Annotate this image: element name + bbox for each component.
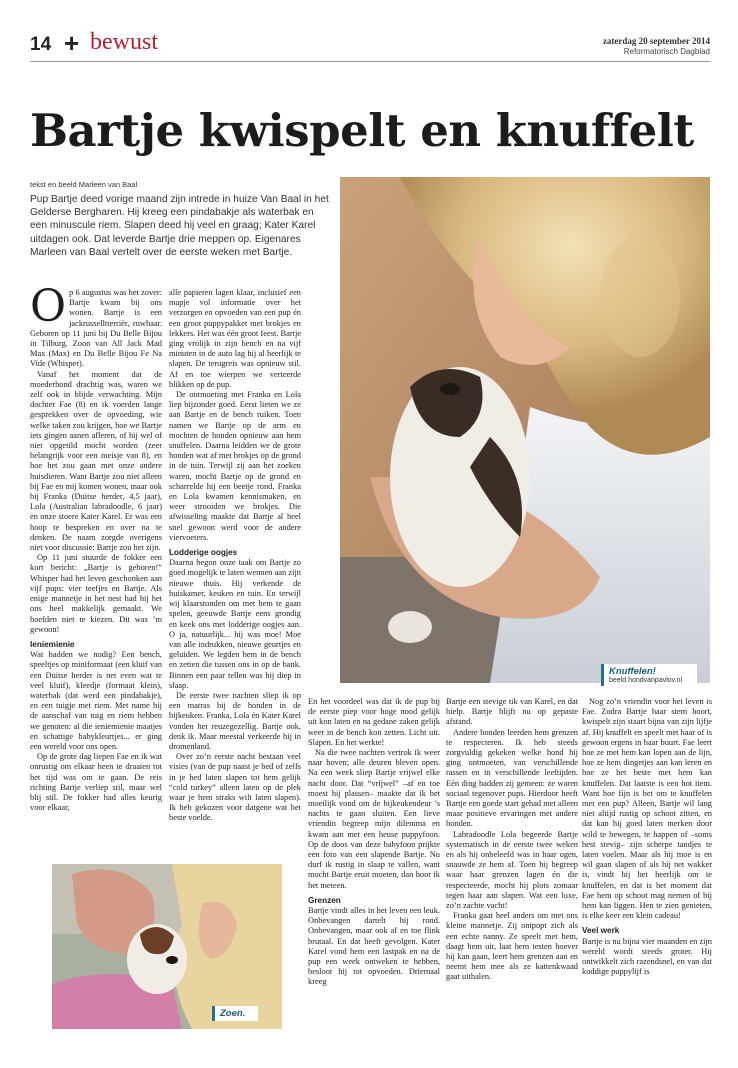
main-caption-title: Knuffelen! <box>609 666 656 677</box>
paragraph: De eerste twee nachten sliep ik op een matras bij de honden in de bijkeuken. Franka, Lola én Kater Karel vonden het reuzegezellig. Bartje ook, denk ik. Maar meestal verkeerde hij in dromenland. <box>169 690 301 751</box>
header-divider <box>30 61 710 62</box>
paragraph: Vanaf het moment dat de moederhond drachtig was, waren we zelf ook in blijde verwachting. Mijn dochter Fae (8) en ik voerden lange gesprekken over de opvoeding, wie welke taken zou krijgen, hoe we Bartje iets gingen aanen afleren, of hij wel of niet opgetild mocht worden (zeer belangrijk voor een meisje van 8), en hoe het zou gaan met onze andere huisdieren. Want Bartje zou niet alleen bij Fae en mij komen wonen, maar ook bij Franka (Duitse herder, 4,5 jaar), Lola (Australian labradoodle, 6 jaar) en onze stoere Kater Karel. Er was een hoop te bespreken en over na te denken. De naam zorgde overigens niet voor discussie: Bartje zou het zijn. <box>30 369 162 553</box>
paragraph: Over zo’n eerste nacht bestaan veel visies (van de pup naast je bed of zelfs in je bed laten slapen tot hem gelijk “cold turkey” alleen laten op de plek waar je hem straks wilt laten slapen). Ik heb gekozen voor datgene wat het beste voelde. <box>169 752 301 823</box>
paragraph: Op 11 juni stuurde de fokker een kort bericht: „Bartje is geboren!” Whisper had het leven geschonken aan vijf pups: vier teefjes en Bartje. Als enige mannetje in het nest had hij het ons heel makkelijk gemaakt. We hoefden niet te kiezen. Dit was ’m gewoon! <box>30 553 162 634</box>
subheading: Grenzen <box>308 895 341 905</box>
small-caption-title: Zoen. <box>220 1008 246 1019</box>
article-column-5 <box>582 697 712 1037</box>
paragraph: Labradoodle Lola begeerde Bartje systematisch in de eerste twee weken en als hij onbeleefd was in haar ogen, snauwde ze hem af. Toen hij begreep waar haar grenzen lagen én die respecteerde, mocht hij plots zomaar tegen haar aan slapen. Wat een luxe, zo’n zachte vacht! <box>446 829 578 911</box>
paragraph: Op de grote dag liepen Fae en ik wat onrustig om elkaar heen te draaien tot het tijd was om te gaan. De reis richting Bartje verliep stil, maar wel blij stil. De fokker had alles keurig voor elkaar, <box>30 752 162 813</box>
main-caption-credit: beeld hondvanpavlov.nl <box>609 677 683 684</box>
publication-name: Reformatorisch Dagblad <box>623 47 710 56</box>
main-photo-girl-with-puppy <box>340 177 710 683</box>
headline: Bartje kwispelt en knuffelt <box>30 104 694 157</box>
small-photo-caption <box>212 1006 258 1021</box>
article-column-3 <box>308 697 440 1037</box>
small-photo-kiss <box>52 864 282 1029</box>
paragraph: Nog zo’n vriendin voor het leven is Fae. Zodra Bartje haar stem hoort, kwispelt zijn staart bijna van zijn lijfje af. Hij knuffelt en speelt met haar of is gewoon ergens in haar buurt. Fae leert hoe ze met hem kan lopen aan de lijn, hoe ze hem dingetjes aan kan leren en hoe ze het beste met hem kan knuffelen. Dat laatste is een hot item. Want hoe fijn is het om te knuffelen met een pup? Alleen, Bartje wil lang niet altijd rustig op schoot zitten, en dat kan hij goed laten merken door wild te bewegen, te happen of –soms best stevig– zijn scherpe tandjes te laten voelen. Maar als hij moe is en wil gaan slapen of als hij net wakker is, vindt hij het heerlijk om te knuffelen, en dat is het moment dat Fae hem op schoot mag nemen of bij hem kan liggen. Hen te zien genieten, is elke keer een klein cadeau! <box>582 697 712 921</box>
paragraph: p 6 augustus was het zover: Bartje kwam bij ons wonen. Bartje is een jackrusselltterriër, ruwhaar. Geboren op 11 juni bij Du Belle Bijou in Tilburg. Zoon van All Jack Mad Max (Max) en Du Belle Bijou Fe Na Vide (Whisper). <box>30 288 162 369</box>
section-title: bewust <box>90 29 158 55</box>
paragraph: Andere honden leerden hem grenzen te respecteren. Ik heb steeds zorgvuldig gekeken welke hond hij ging ontmoeten, van verschillende rassen en in verschillende leeftijden. Eén ding hadden zij gemeen: ze waren sociaal tegenover pups. Hierdoor heeft Bartje een goede start gehad met alleen maar positieve ervaringen met andere honden. <box>446 727 578 829</box>
paragraph: Wat hadden we nodig? Een bench, speeltjes op miniformaat (een kluif van een Duitse herder is net even wat te veel kluif), kleedje (formaat klein), waterbak (dat werd een pindabakje), en een tuigje met riem. Met name bij de aanschaf van tuig en riem hebben we genoten: al die ieniemienie maatjes en schattige babykleurtjes... er ging een wereld voor ons open. <box>30 650 162 751</box>
article-column-4 <box>446 697 578 1037</box>
page-number: 14 <box>30 34 52 55</box>
paragraph: Bartje een stevige tik van Karel, en dat hielp. Bartje blijft nu op gepaste afstand. <box>446 697 578 727</box>
paragraph: Na die twee nachten vertrok ik weer naar boven; alle deuren bleven open. Na een week sliep Bartje vrijwel elke nacht door. Dat “vrijwel” –af en toe moest hij plassen– maakte dat ik het moeilijk vond om de bijkeukendeur ’s nachts te gaan sluiten. Een lieve vriendin begreep mijn dilemma en kwam aan met een heuse puppyfoon. Op de doos van deze babyfoon prijkte een foto van een slapende Bartje. Nu durf ik rustig in slaap te vallen, want mocht Bartje eruit moeten, dan hoor ik het meteen. <box>308 748 440 890</box>
page-header <box>30 28 710 58</box>
issue-date: zaterdag 20 september 2014 <box>602 36 710 46</box>
article-column-1 <box>30 288 162 863</box>
subheading: Veel werk <box>582 926 620 936</box>
paragraph: De ontmoeting met Franka en Lola liep bijzonder goed. Eerst lieten we ze aan Bartje en de bench ruiken. Toen namen we Bartje op de arm en mochten de honden opnieuw aan hem snuffelen. Daarna leidden we de grote honden wat af met brokjes op de grond in de tuin. Terwijl zij aan het zoeken waren, mocht Bartje op de grond en scharrelde hij een beetje rond. Franka en Lola kwamen kennismaken, en weer strooiden we brokjes. Die afwisseling maakte dat Bartje al heel snel gewoon werd voor de andere viervoeters. <box>169 390 301 542</box>
paragraph: Bartje vindt alles in het leven een leuk. Onbevangen dartelt hij rond. Onbevangen, maar ook af en toe flink brutaal. En dat heeft gevolgen. Kater Karel vond hem een lastpak en na de pup een week ontweken te hebben, besloot hij tot opvoeden. Driemaal kreeg <box>308 906 440 987</box>
paragraph: Bartje is nu bijna vier maanden en zijn wereld wordt steeds groter. Hij ontwikkelt zich razendsnel, en van dat koddige puppylijf is <box>582 936 712 977</box>
intro-paragraph: Pup Bartje deed vorige maand zijn intrede in huize Van Baal in het Gelderse Bergharen. Hij kreeg een pindabakje als waterbak en een minuscule riem. Slapen deed hij veel en graag; Kater Karel uitdagen ook. Dat leverde Bartje drie meppen op. Eigenares Marleen van Baal vertelt over de eerste weken met Bartje. <box>30 194 329 258</box>
dropcap: O <box>30 288 67 332</box>
paragraph: En het voordeel was dat ik de pup bij de eerste piep voor hoge nood gelijk uit kon laten en na gedane zaken gelijk weer in de bench kon zetten. Licht uit. Slapen. En het werkte! <box>308 697 440 747</box>
plus-icon: + <box>64 28 80 58</box>
main-photo-caption <box>601 664 697 686</box>
byline: tekst en beeld Marleen van Baal <box>30 180 138 189</box>
article-column-2 <box>169 288 301 863</box>
paragraph: alle papieren lagen klaar, inclusief een mapje vol informatie over het verzorgen en opvoeden van een pup én een groot puppypakket met brokjes en lekkers. Het was één groot feest. Bartje ging vrolijk in zijn bench en na vijf minuten in de auto lag hij al heerlijk te slapen. De terugreis was opnieuw stil. Af en toe wierpen we verteerde blikken op de pup. <box>169 288 301 389</box>
paragraph: Daarna begon onze taak om Bartje zo goed mogelijk te laten wennen aan zijn nieuwe thuis. Hij verkende de huiskamer, keuken en tuin. En terwijl wij klaarstonden om met hem te gaan spelen, geeuwde Bartje eens grondig en keek ons met lodderige oogjes aan. O ja, natuurlijk... hij was moe! Moe van alle indrukken, nieuwe geurtjes en geluiden. We legden hem in de bench en zetten die tussen ons in op de bank. Binnen een paar tellen was hij diep in slaap. <box>169 558 301 690</box>
subheading: Ieniemienie <box>30 639 75 649</box>
subheading: Lodderige oogjes <box>169 548 238 558</box>
paragraph: Franka gaat heel anders om met ons kleine mannetje. Zij ontpopt zich als een echte nanny. Ze speelt met hem, daagt hem uit, laat hem testen hoever hij kan gaan, leert hem grenzen aan en neemt hem mee als ze kattenkwaad gaat uithalen. <box>446 911 578 982</box>
